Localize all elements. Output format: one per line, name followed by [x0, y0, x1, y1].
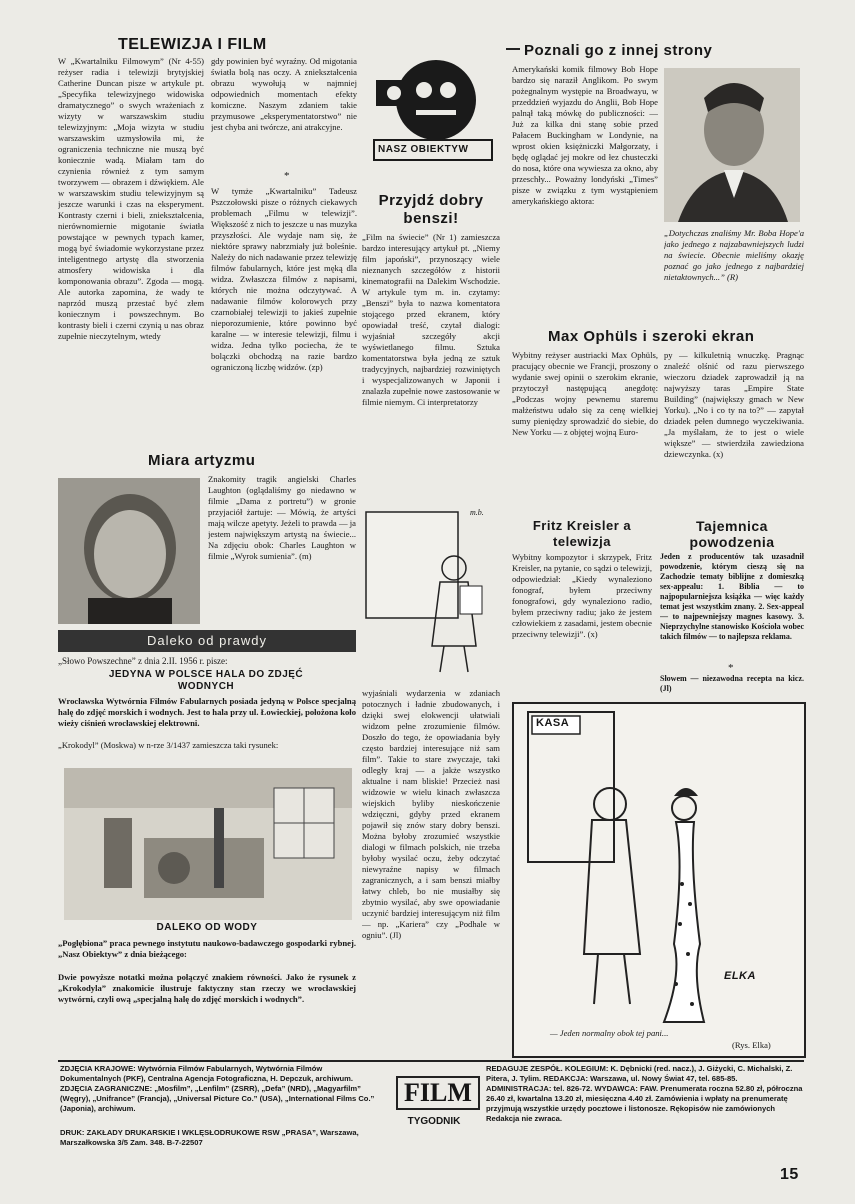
kreisler-title: Fritz Kreisler a telewizja: [532, 518, 632, 549]
daleko-headline: JEDYNA W POLSCE HALA DO ZDJĘĆ WODNYCH: [108, 669, 304, 692]
nasz-obiektyw-label: NASZ OBIEKTYW: [378, 144, 469, 155]
tajemnica-column: Jeden z producentów tak uzasadnił powodzenie, którym cieszą się na Zachodzie tematy biblijne z domieszką sex-appealu: 1. Biblia — to najpopularniejsza książka — więc każdy temat jest wszystkim znany. 2. Sex-appeal — to najpewniejszy magnes kasowy. 3. Nieprzychylne stanowisko Kościoła wobec takich filmów — to najlepsza reklama.: [660, 552, 804, 641]
daleko-body-3: „Pogłębiona” praca pewnego instytutu naukowo-badawczego gospodarki rybnej. „Nasz Obiektyw” z dnia bieżącego:: [58, 938, 356, 959]
separator-star: *: [284, 170, 290, 182]
daleko-body-2: „Krokodyl” (Moskwa) w n-rze 3/1437 zamieszcza taki rysunek:: [58, 740, 279, 750]
film-logo-sub: TYGODNIK: [407, 1116, 461, 1127]
telewizja-column-2b: W tymże „Kwartalniku” Tadeusz Pszczołowski pisze o różnych ciekawych problemach „Filmu w telewizji”. Większość z nich to jeszcze u nas muzyka przyszłości. Ale wydaje nam się, że niektóre sprawy nabrzmiały już boleśnie. Należy do nich nadawanie przez telewizję filmów fabularnych, które jest męką dla widza. Zwłaszcza filmów z napisami, których nie można odczytywać. A nadawanie filmów kolorowych przy czarnobiałej telewizji to jakieś zupełnie nieporozumienie, które powinno być karalne — w interesie telewizji, filmu i widza. Jedna tylko pociecha, że te bolączki obchodzą na razie bardzo ograniczoną liczbę widzów. (zp): [211, 186, 357, 372]
daleko-body-4: Dwie powyższe notatki można połączyć znakiem równości. Jako że rysunek z „Krokodyla” znakomicie ilustruje faktyczny stan rzeczy we wrocławskiej wytwórni, czyli ową „specjalną halę do zdjęć morskich i wodnych”.: [58, 972, 356, 1004]
poznali-rule: [506, 48, 520, 50]
footer-rule: [58, 1060, 804, 1062]
poznali-title: Poznali go z innej strony: [524, 42, 713, 59]
miara-column: Znakomity tragik angielski Charles Laughton (oglądaliśmy go niedawno w filmie „Dama z portretu”) w gronie przyjaciół żartuje: — Mówią, że artyści mają wilcze apetyty. Jeżeli to prawda — ja jestem największym artystą na świecie... Na zdjęciu obok: Charles Laughton w filmie „Wyrok sumienia”. (m): [208, 474, 356, 561]
cartoon-signature-elka: ELKA: [724, 970, 756, 982]
ophuls-column-1: Wybitny reżyser austriacki Max Ophüls, pracujący obecnie we Francji, proszony o wydanie swej opinii o szerokim ekranie, przytoczył następującą anegdotę: „Podczas wojny pewnemu staremu małżeństwu udało się za cenę wielkiej sumy pieniędzy sprowadzić do siebie, do New Yorku — z objętej wojną Euro-: [512, 350, 658, 437]
telewizja-title: TELEWIZJA I FILM: [118, 36, 267, 53]
kasa-cartoon-frame: [512, 702, 806, 1058]
daleko-intro: „Słowo Powszechne” z dnia 2.II. 1956 r. pisze:: [58, 656, 228, 666]
daleko-banner: [58, 630, 356, 652]
krokodyl-caption: DALEKO OD WODY: [156, 922, 258, 933]
daleko-body-1: Wrocławska Wytwórnia Filmów Fabularnych posiada jedyną w Polsce specjalną halę do zdjęć morskich i wodnych. Jest to hala przy ul. Łowieckiej, położona koło wieży ciśnień wrocławskiej elektrowni.: [58, 696, 356, 728]
ophuls-title: Max Ophüls i szeroki ekran: [548, 328, 755, 345]
footer-credits: ZDJĘCIA KRAJOWE: Wytwórnia Filmów Fabularnych, Wytwórnia Filmów Dokumentalnych (PKF), Centralna Agencja Fotograficzna, H. Depczuk, archiwum. ZDJĘCIA ZAGRANICZNE: „Mosfilm”, „Lenfilm” (ZSRR), „Defa” (NRD), „Magyarfilm” (Węgry), „Unifrance” (Francja), „Universal Picture Co.” (USA), „International Films Co.” (Japonia), archiwum.: [60, 1064, 375, 1113]
tajemnica-star: *: [728, 662, 734, 674]
page-number: 15: [780, 1166, 799, 1183]
przyjdz-column-b: wyjaśniali wydarzenia w zdaniach potocznych i ładnie zbudowanych, i dzięki swej elokwencji ułatwiali widzom pełne zrozumienie filmów. Doszło do tego, że opowiadania były często bardziej interesujące niż sam film”. Takie to stare zwyczaje, taki odległy kraj — a jakże wszystko aktualne i nam bliskie! Przecież nasi widzowie w wielu kinach zwłaszcza wiejskich byliby nieskończenie wdzięczni, gdyby przed ekranem pojawił się znów stary dobry benszi. Można byłoby zrozumieć wszystkie dialogi w filmach polskich, nie trzeba byłoby wysilać oczu, żeby odczytać niewyraźne napisy w filmach zagranicznych, a i sam benszi miałby łatwy chleb, bo nie musiałby się zbytnio wysilać, aby swe opowiadanie uczynić bardziej interesującym niż film — np. „Kariera” czy „Podhale w ogniu”. (Jl): [362, 688, 500, 940]
telewizja-column-2: gdy powinien być wyraźny. Od migotania światła bolą nas oczy. A zniekształcenia obrazu wywołują w najmniej odpowiednich momentach efekty komiczne. Naszym zdaniem takie przymusowe „eksperymentatorstwo” nie jest chyba ani twórcze, ani atrakcyjne.: [211, 56, 357, 132]
film-logo: [396, 1076, 472, 1140]
cartoon-caption: — Jeden normalny obok tej pani...: [550, 1028, 669, 1038]
krokodyl-cartoon: [64, 768, 352, 920]
laughton-photo: [58, 478, 200, 624]
przyjdz-column: „Film na świecie” (Nr 1) zamieszcza bardzo interesujący artykuł pt. „Niemy film japoński”, przynoszący wiele nieznanych szczegółów z historii kinematografii na Dalekim Wschodzie. W artykule tym m. in. czytamy: „Benszi” była to nazwa komentatora stojącego przed ekranem, który opowiadał treść, czytał dialogi: wyjaśniał szczegóły akcji wyświetlanego filmu. Sztuka komentatorstwa była jedną ze sztuk tradycyjnych, najbardziej rozwiniętych i wyspecjalizowanych w Japonii i znalazła zupełnie nowe zastosowanie w filmie niemym. Ci interpretatorzy: [362, 232, 500, 407]
kasa-sign: KASA: [536, 717, 570, 729]
kreisler-column: Wybitny kompozytor i skrzypek, Fritz Kreisler, na pytanie, co sądzi o telewizji, odpowiedział: „Kiedy wynaleziono fonograf, byłem przeciwny fonografowi, gdy wynaleziono radio, byłem przeciwny radiu; jako że jestem człowiekiem z zasadami, jestem obecnie przeciwny telewizji”. (x): [512, 552, 652, 639]
poznali-quote: „Dotychczas znaliśmy Mr. Boba Hope'a jako jednego z najzabawniejszych ludzi na świecie. Obecnie mieliśmy okazję poznać go jako jednego z najbardziej nietaktownych...” (R): [664, 228, 804, 282]
tajemnica-tail: Słowem — niezawodna recepta na kicz. (Jl): [660, 674, 804, 693]
footer-print: DRUK: ZAKŁADY DRUKARSKIE I WKLĘSŁODRUKOWE RSW „PRASA”, Warszawa, Marszałkowska 3/5 Zam. 348. B-7-22507: [60, 1128, 359, 1147]
nasz-obiektyw-logo: [364, 40, 494, 166]
cartoon-credit: (Rys. Elka): [732, 1040, 771, 1050]
bob-hope-photo: [664, 68, 800, 222]
poznali-column: Amerykański komik filmowy Bob Hope bardzo się naraził Anglikom. Po swym pożegnalnym występie na Broadwayu, w przeddzień wyjazdu do Anglii, Bob Hope palnął taką mówkę do publiczności: — Już za kilka dni stanę sobie przed Pałacem Buckingham w Londynie, na wprost okien księżniczki Małgorzaty, i będę oglądać jej mokre od łez chusteczki do nosa, które ona wywiesza za okno, aby przeschły... Poważny londyński „Times” pisze w związku z tym wystąpieniem amerykańskiego aktora:: [512, 64, 658, 206]
przyjdz-title: Przyjdź dobry benszi!: [378, 192, 484, 227]
film-logo-text: FILM: [396, 1076, 480, 1110]
telewizja-column-1: W „Kwartalniku Filmowym” (Nr 4-55) reżyser radia i telewizji brytyjskiej Catherine Duncan pisze w artykule pt. „Specyfika telewizyjnego widowiska dramatycznego” o swych wrażeniach z wizyty w warszawskim studiu telewizyjnym: „Moja wizyta w studiu warszawskim uzmysłowiła mi, że ograniczenia techniczne nie muszą być koniecznie wadą. Miałam tam do czynienia również z tym samym tworzywem — obrazem i dźwiękiem. Ale w warszawskim studiu telewizyjnym są jeszcze warunki i czas na eksperyment. Kontrasty czerni i bieli, zniekształcenia, nierównomiernie migotanie światła powstające w pewnych typach kamer, mogą być świadomie wykorzystane przez inteligentnego artystę dla stworzenia atmosfery widowiska i dla komponowania obrazu”. Zgoda — mogą. Ale autorka zapomina, że wady te naprzód muszą przestać być złem koniecznym i powszechnym. Bo kontrasty bieli i czerni czynią u nas obraz zupełnie nieczytelnym, wtedy: [58, 56, 204, 341]
footer-editorial: REDAGUJE ZESPÓŁ. KOLEGIUM: K. Dębnicki (red. nacz.), J. Giżycki, C. Michalski, Z. Pitera, J. Tylim. REDAKCJA: Warszawa, ul. Nowy Świat 47, tel. 685-85. ADMINISTRACJA: tel. 826-72. WYDAWCA: FAW. Prenumerata roczna 52.80 zł, półroczna 26.40 zł, kwartalna 13.20 zł, miesięczna 4.40 zł. Zamówienia i wpłaty na prenumeratę przyjmują wszystkie urzędy pocztowe i listonosze. Rękopisów nie zamówionych Redakcja nie zwraca.: [486, 1064, 803, 1123]
tajemnica-title: Tajemnica powodzenia: [689, 518, 775, 550]
cartoon-signature: m.b.: [470, 508, 484, 517]
ophuls-column-2: py — kilkuletnią wnuczkę. Pragnąc znaleźć olśnić od razu pierwszego wieczoru dziadek zaprowadził ją na najwyższy taras „Empire State Building” (największy gmach w New Yorku). „No i co ty na to?” — zapytał dziadek pełen dumnego wyczekiwania. „Ja myślałam, że to jest o wiele większe” — stwierdziła zawiedziona dziewczynka. (x): [664, 350, 804, 459]
miara-title: Miara artyzmu: [148, 452, 256, 469]
daleko-title: Daleko od prawdy: [146, 633, 268, 648]
benszi-cartoon: [360, 506, 506, 676]
